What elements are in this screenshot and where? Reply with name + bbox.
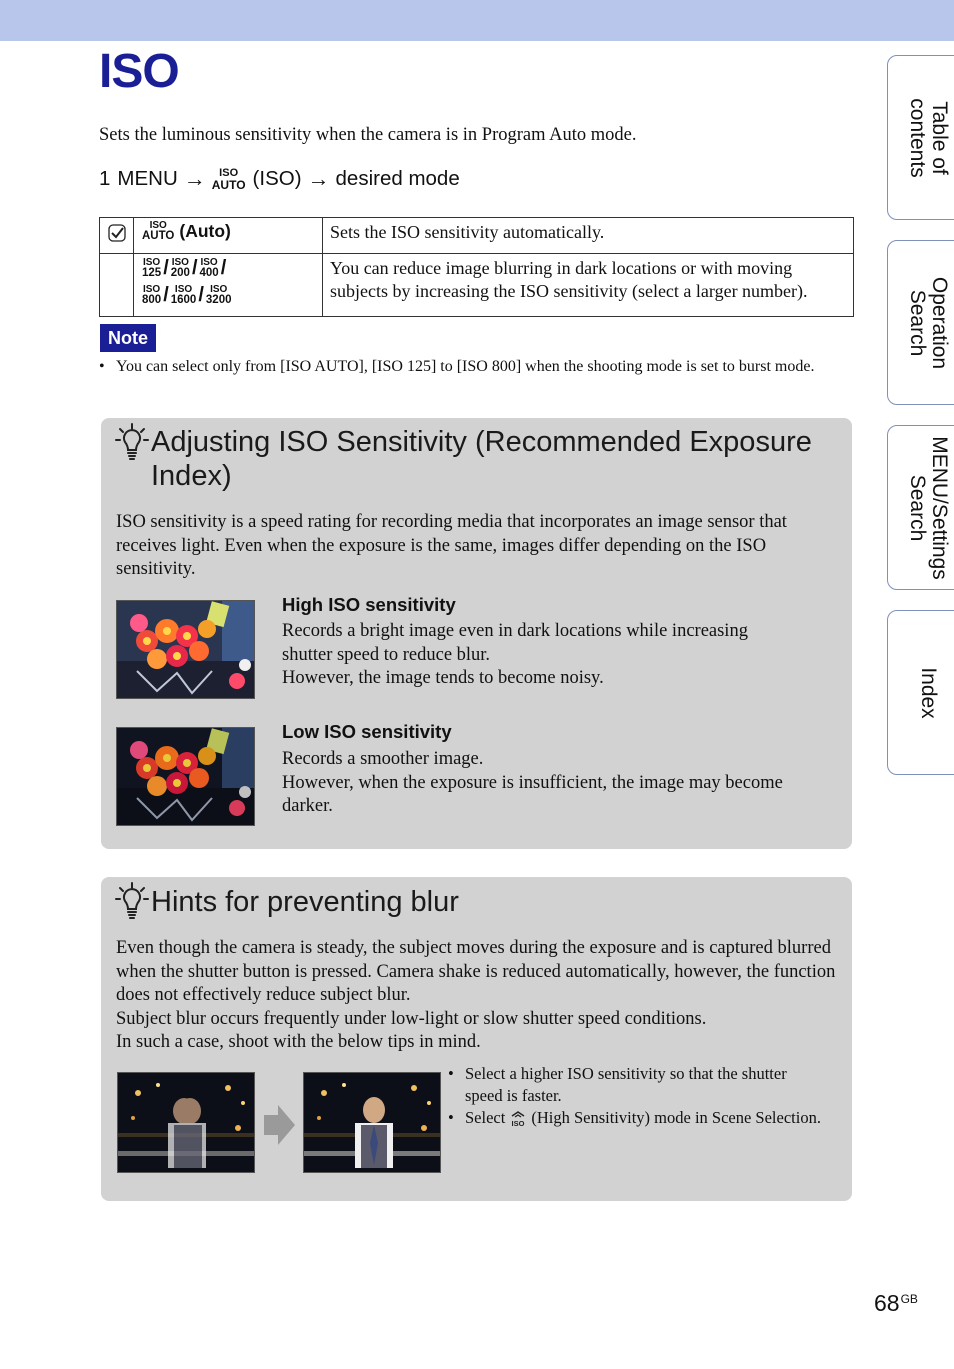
blurred-portrait-photo bbox=[117, 1072, 255, 1173]
iso-400-icon: ISO 400 bbox=[199, 256, 219, 279]
high-iso-description: Records a bright image even in dark locations while increasing shutter speed to reduce blur. However, the image tends to become noisy. bbox=[282, 621, 748, 688]
high-iso-heading: High ISO sensitivity bbox=[282, 594, 456, 615]
panel-body: Even though the camera is steady, the subject moves during the exposure and is captured blurred when the shutter button is pressed. Camera shake is reduced automatically, however, the function does not effectively reduce subject blur. Subject blur occurs frequently under low-light or slow shutter speed conditions. In such a case, shoot with the below tips in mind. bbox=[116, 938, 836, 1052]
iso-200-icon: ISO 200 bbox=[170, 256, 190, 279]
table-row bbox=[100, 218, 854, 254]
page-title: ISO bbox=[99, 45, 179, 98]
bullet: • bbox=[99, 358, 105, 375]
low-iso-description: Records a smoother image. However, when the exposure is insufficient, the image may become darker. bbox=[282, 749, 783, 816]
top-banner bbox=[0, 0, 954, 41]
menu-step bbox=[99, 166, 460, 192]
setting-name-cell bbox=[134, 218, 323, 254]
page-number: $68^{GB}$ bbox=[874, 1290, 918, 1316]
list-item: • Select ISO (High Sensitivity) mode in Scene Selection. bbox=[448, 1107, 828, 1129]
intro-text: Sets the luminous sensitivity when the camera is in Program Auto mode. bbox=[99, 125, 637, 145]
step-menu-label: MENU bbox=[117, 167, 178, 190]
iso-3200-icon: ISO 3200 bbox=[205, 283, 232, 306]
panel-body: ISO sensitivity is a speed rating for recording media that incorporates an image sensor that receives light. Even when the exposure is the same, images differ depending on the ISO sensitivity. bbox=[116, 512, 787, 579]
iso-sensitivity-hint-panel bbox=[101, 418, 852, 849]
iso-800-icon: ISO 800 bbox=[142, 283, 162, 306]
arrow-right-icon: → bbox=[307, 166, 330, 191]
tab-table-of-contents[interactable]: Table of contents bbox=[887, 55, 954, 220]
setting-description: You can reduce image blurring in dark locations or with moving subjects by increasing the ISO sensitivity (select a larger number). bbox=[323, 254, 854, 317]
list-item: • Select a higher ISO sensitivity so that the shutter speed is faster. bbox=[448, 1063, 828, 1107]
arrow-right-icon bbox=[264, 1103, 296, 1147]
prevent-blur-hint-panel bbox=[101, 877, 852, 1201]
flowers-high-iso-photo bbox=[116, 600, 255, 699]
tab-menu-settings-search[interactable]: MENU/Settings Search bbox=[887, 425, 954, 590]
iso-auto-icon: ISO AUTO bbox=[211, 166, 246, 192]
iso-auto-icon: ISO AUTO bbox=[142, 220, 175, 242]
setting-description: Sets the ISO sensitivity automatically. bbox=[323, 218, 854, 254]
lightbulb-icon bbox=[115, 422, 149, 462]
step-item-label: (ISO) bbox=[252, 167, 302, 190]
tab-operation-search[interactable]: Operation Search bbox=[887, 240, 954, 405]
step-number: 1 bbox=[99, 167, 111, 190]
iso-125-icon: ISO 125 bbox=[142, 256, 162, 279]
step-target-label: desired mode bbox=[335, 167, 460, 190]
iso-1600-icon: ISO 1600 bbox=[170, 283, 197, 306]
empty-check-cell bbox=[100, 254, 134, 317]
setting-name-cell: ISO 125 / ISO 200 / ISO 400 / ISO 800 / ISO 1600 / ISO 3200 bbox=[134, 254, 323, 317]
high-sensitivity-icon bbox=[509, 1111, 527, 1127]
iso-settings-table bbox=[99, 217, 854, 317]
note-text: You can select only from [ISO AUTO], [ISO 125] to [ISO 800] when the shooting mode is set to burst mode. bbox=[116, 358, 815, 375]
low-iso-heading: Low ISO sensitivity bbox=[282, 721, 452, 742]
panel-title: Adjusting ISO Sensitivity (Recommended Exposure Index) bbox=[151, 426, 812, 492]
flowers-low-iso-photo bbox=[116, 727, 255, 826]
panel-title: Hints for preventing blur bbox=[151, 886, 459, 918]
table-row bbox=[100, 254, 854, 317]
blur-tips-list bbox=[448, 1063, 828, 1129]
default-check-cell bbox=[100, 218, 134, 254]
arrow-right-icon: → bbox=[183, 166, 206, 191]
svg-text:ISO: ISO bbox=[511, 1119, 525, 1128]
lightbulb-icon bbox=[115, 881, 149, 921]
setting-label: (Auto) bbox=[179, 221, 231, 242]
tab-index[interactable]: Index bbox=[887, 610, 954, 775]
note-item bbox=[99, 356, 844, 378]
checkmark-icon bbox=[108, 224, 126, 242]
sharp-portrait-photo bbox=[303, 1072, 441, 1173]
note-badge: Note bbox=[100, 324, 156, 352]
